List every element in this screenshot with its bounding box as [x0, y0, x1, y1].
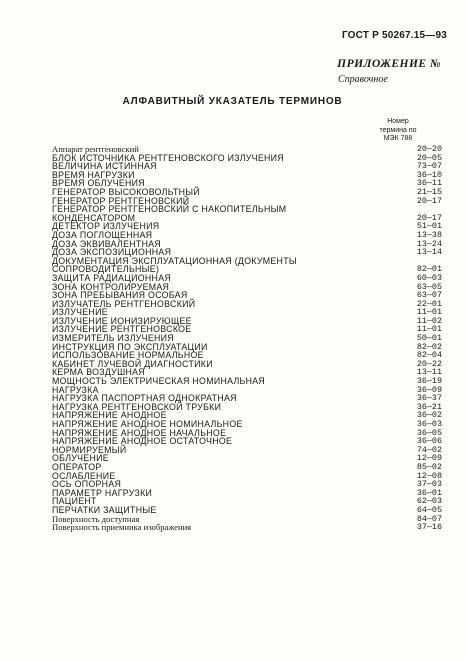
column-header-line: Номер [387, 118, 409, 125]
term-number: 12—08 [416, 470, 442, 481]
term-number: 13—24 [416, 238, 442, 249]
term-number: 37—16 [416, 522, 442, 533]
term-text: ПЕРЧАТКИ ЗАЩИТНЫЕ [52, 504, 157, 515]
term-number: 63—05 [416, 281, 442, 292]
term-text: ОПЕРАТОР [52, 461, 102, 472]
term-text: Поверхность приемника изображения [52, 522, 192, 533]
term-number: 12—09 [416, 453, 442, 464]
term-number: 11—01 [416, 324, 442, 335]
term-text: ИЗЛУЧЕНИЕ ИОНИЗИРУЮЩЕЕ [52, 315, 192, 326]
term-number: 84—07 [416, 513, 442, 524]
term-number: 85—02 [416, 461, 442, 472]
index-entry [52, 454, 442, 463]
term-text: НАГРУЗКА [52, 384, 99, 395]
term-text: ПАЦИЕНТ [52, 496, 97, 507]
term-number: 50—01 [416, 333, 442, 344]
term-text: СОПРОВОДИТЕЛЬНЫЕ) [52, 264, 160, 275]
term-text: ИЗЛУЧЕНИЕ [52, 307, 108, 318]
term-number: 20—20 [416, 144, 442, 154]
term-text: НАГРУЗКА ПАСПОРТНАЯ ОДНОКРАТНАЯ [52, 393, 237, 404]
terms-index-list [52, 145, 442, 532]
term-number: 21—15 [416, 186, 442, 197]
term-text: НАГРУЗКА РЕНТГЕНОВСКОЙ ТРУБКИ [52, 401, 222, 412]
term-text: ДОКУМЕНТАЦИЯ ЭКСПЛУАТАЦИОННАЯ (ДОКУМЕНТЫ [52, 255, 297, 266]
term-number: 11—01 [416, 307, 442, 318]
index-title: АЛФАВИТНЫЙ УКАЗАТЕЛЬ ТЕРМИНОВ [122, 96, 343, 107]
term-number: 82—04 [416, 350, 442, 361]
index-entry [52, 377, 442, 386]
term-text: ИНСТРУКЦИЯ ПО ЭКСПЛУАТАЦИИ [52, 341, 208, 352]
term-text: ОСЬ ОПОРНАЯ [52, 479, 122, 490]
term-text: ГЕНЕРАТОР ВЫСОКОВОЛЬТНЫЙ [52, 186, 200, 197]
term-number: 36—02 [416, 410, 442, 421]
term-text: ГЕНЕРАТОР РЕНТГЕНОВСКИЙ С НАКОПИТЕЛЬНЫМ [52, 204, 287, 215]
column-header-line: МЭК 788 [383, 135, 413, 142]
term-text: НАПРЯЖЕНИЕ АНОДНОЕ НОМИНАЛЬНОЕ [52, 419, 243, 429]
term-text: ЗОНА КОНТРОЛИРУЕМАЯ [52, 281, 170, 292]
term-text: Поверхность доступная [52, 513, 140, 524]
term-text: ПАРАМЕТР НАГРУЗКИ [52, 487, 153, 498]
appendix-subtitle: Справочное [338, 74, 388, 85]
term-text: БЛОК ИСТОЧНИКА РЕНТГЕНОВСКОГО ИЗЛУЧЕНИЯ [52, 152, 284, 163]
term-number: 62—03 [416, 496, 442, 507]
term-number: 13—38 [416, 229, 442, 240]
term-text: ДЕТЕКТОР ИЗЛУЧЕНИЯ [52, 221, 160, 232]
term-text: МОЩНОСТЬ ЭЛЕКТРИЧЕСКАЯ НОМИНАЛЬНАЯ [52, 376, 266, 387]
term-number: 36—05 [416, 427, 442, 438]
term-text: ОБЛУЧЕНИЕ [52, 453, 109, 464]
index-entry [52, 300, 442, 309]
term-number: 36—11 [416, 178, 442, 189]
term-text: ДОЗА ЭКСПОЗИЦИОННАЯ [52, 247, 172, 258]
standard-number: ГОСТ Р 50267.15—93 [341, 30, 447, 41]
term-number: 36—37 [416, 393, 442, 404]
term-number: 20—22 [416, 358, 442, 369]
term-text: НАПРЯЖЕНИЕ АНОДНОЕ ОСТАТОЧНОЕ [52, 436, 233, 447]
term-text: ГЕНЕРАТОР РЕНТГЕНОВСКИЙ [52, 195, 190, 206]
term-number: 13—11 [416, 367, 442, 378]
term-text: КЕРМА ВОЗДУШНАЯ [52, 367, 145, 378]
term-number: 36—19 [416, 376, 442, 387]
term-text: ДОЗА ЭКВИВАЛЕНТНАЯ [52, 238, 162, 249]
term-number: 22—01 [416, 298, 442, 309]
term-number: 36—06 [416, 436, 442, 447]
term-text: ИСПОЛЬЗОВАНИЕ НОРМАЛЬНОЕ [52, 350, 204, 361]
term-number: 11—02 [416, 315, 442, 326]
term-number: 36—01 [416, 487, 442, 498]
term-text: ЗОНА ПРЕБЫВАНИЯ ОСОБАЯ [52, 290, 188, 301]
column-header-line: термина по [379, 126, 417, 134]
term-text: ВРЕМЯ ОБЛУЧЕНИЯ [52, 178, 145, 189]
term-text: НАПРЯЖЕНИЕ АНОДНОЕ [52, 410, 167, 421]
term-number: 36—09 [416, 384, 442, 395]
term-number: 82—02 [416, 341, 442, 352]
term-text: ЗАЩИТА РАДИАЦИОННАЯ [52, 272, 172, 283]
index-entry [52, 489, 442, 498]
term-text: НОРМИРУЕМЫЙ [52, 444, 127, 455]
term-text: ВРЕМЯ НАГРУЗКИ [52, 169, 135, 180]
term-text: КАБИНЕТ ЛУЧЕВОЙ ДИАГНОСТИКИ [52, 358, 213, 369]
index-entry [52, 446, 442, 455]
term-number: 51—01 [416, 221, 442, 232]
term-text: НАПРЯЖЕНИЕ АНОДНОЕ НАЧАЛЬНОЕ [52, 427, 227, 438]
term-text: ВЕЛИЧИНА ИСТИННАЯ [52, 161, 157, 172]
term-number: 20—17 [416, 195, 442, 206]
term-text: ДОЗА ПОГЛОЩЕННАЯ [52, 229, 153, 240]
term-number: 73—07 [416, 161, 442, 172]
term-number: 63—07 [416, 290, 442, 301]
term-number: 82—01 [416, 264, 442, 275]
term-number: 74—02 [416, 444, 442, 455]
term-number: 20—05 [416, 152, 442, 163]
appendix-title: ПРИЛОЖЕНИЕ № [337, 58, 441, 70]
term-text: ОСЛАБЛЕНИЕ [52, 470, 116, 481]
term-number: 36—21 [416, 401, 442, 412]
term-text: ИЗМЕРИТЕЛЬ ИЗЛУЧЕНИЯ [52, 333, 174, 344]
term-text: ИЗЛУЧАТЕЛЬ РЕНТГЕНОВСКИЙ [52, 298, 196, 309]
term-number: 20—17 [416, 212, 442, 223]
term-number: 64—05 [416, 504, 442, 515]
term-number: 36—03 [416, 419, 442, 429]
term-text: КОНДЕНСАТОРОМ [52, 212, 136, 223]
term-text: ИЗЛУЧЕНИЕ РЕНТГЕНОВСКОЕ [52, 324, 192, 335]
term-number: 13—14 [416, 247, 442, 258]
term-number: 37—03 [416, 479, 442, 490]
term-number: 36—10 [416, 169, 442, 180]
term-text: Аппарат рентгеновский [52, 144, 139, 154]
column-header [364, 118, 432, 144]
index-entry [52, 523, 442, 532]
term-number: 60—03 [416, 272, 442, 283]
